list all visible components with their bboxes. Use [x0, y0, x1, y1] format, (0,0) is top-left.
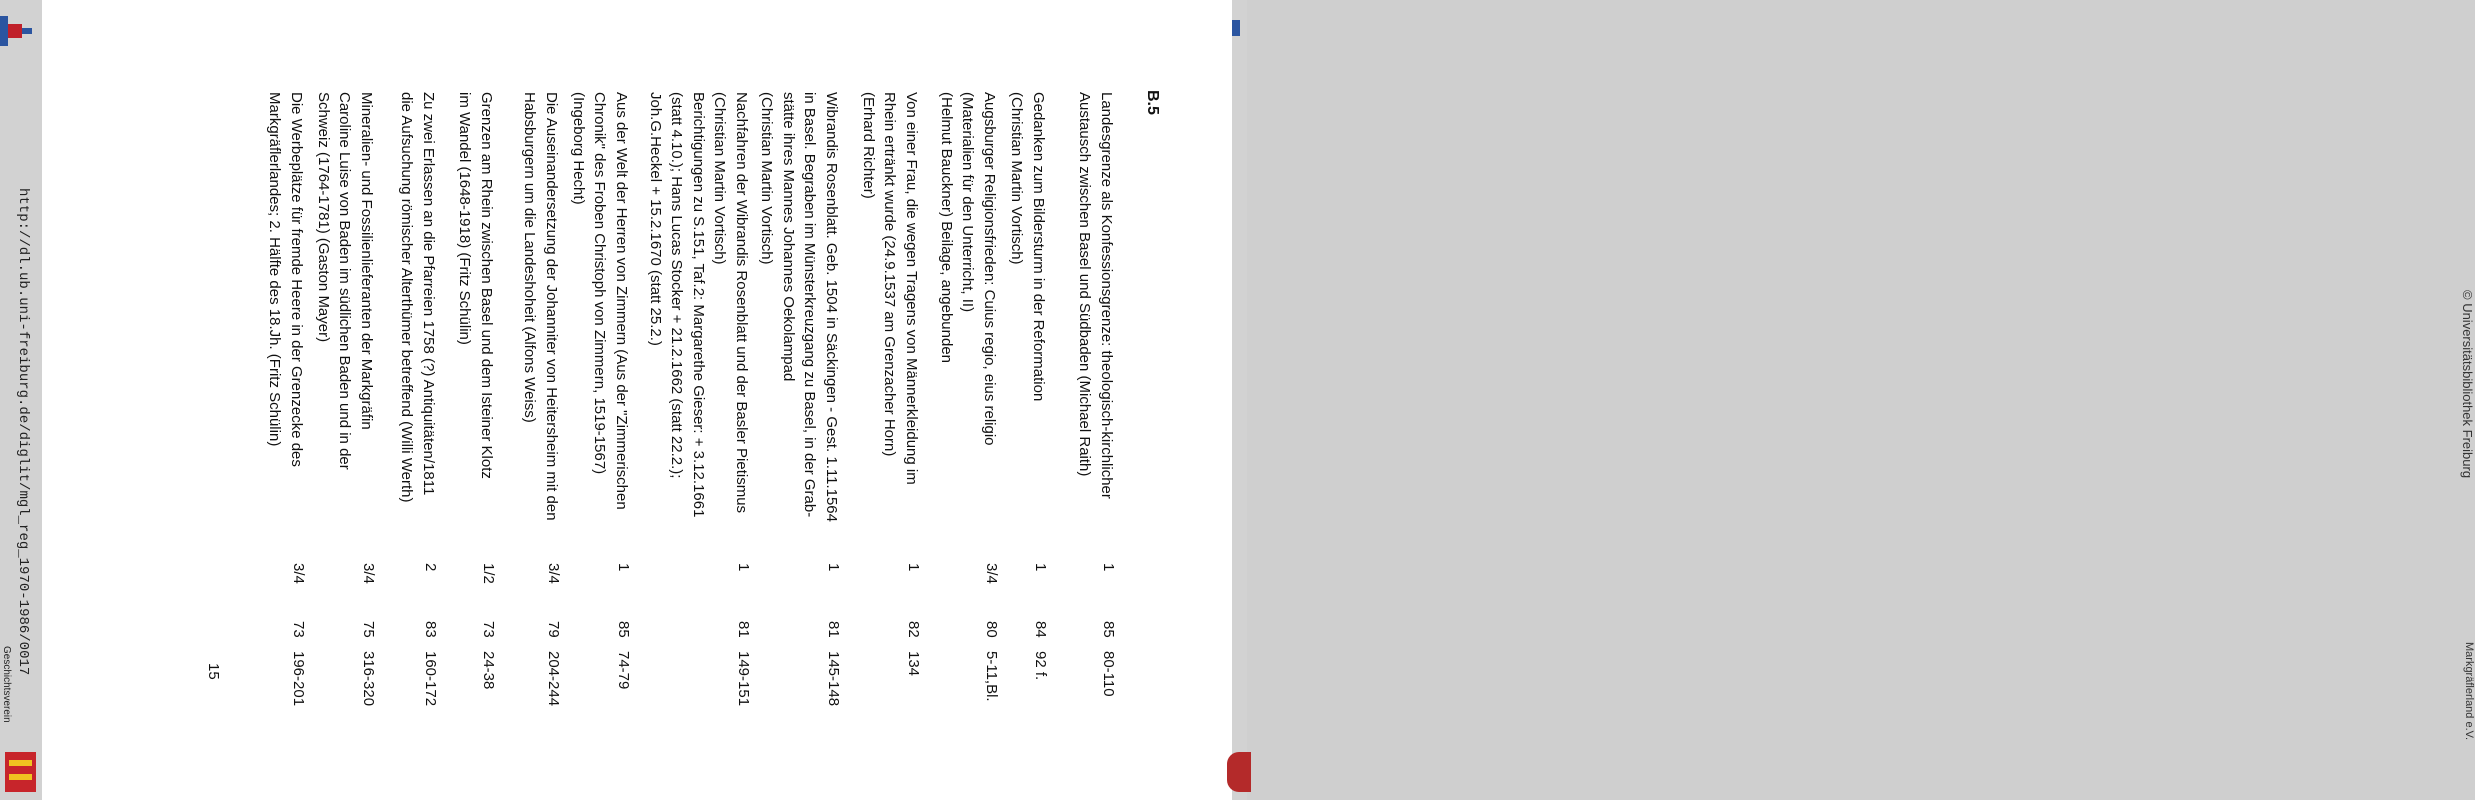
- copyright-label: © Universitätsbibliothek Freiburg: [2460, 290, 2475, 479]
- entry-pages: 134: [905, 651, 922, 677]
- entry-pages: 160-172: [422, 651, 439, 707]
- entry-year: 81: [825, 621, 842, 638]
- entry-title-line: (Christian Martin Vortisch): [711, 92, 729, 265]
- entry-year: 83: [422, 621, 439, 638]
- entry-year: 81: [735, 621, 752, 638]
- entry-title-line: (Helmut Bauckner) Beilage, angebunden: [938, 92, 955, 364]
- logo-icon-part: [8, 24, 22, 38]
- entry-year: 75: [360, 621, 377, 638]
- entry-title-line: Zu zwei Erlassen an die Pfarreien 1758 (?) Antiquitäten/1811: [420, 92, 437, 496]
- entry-title-line: im Wandel (1648-1918) (Fritz Schülin): [456, 92, 474, 345]
- section-header: B.5: [1144, 90, 1161, 115]
- entry-title-line: Die Auseinandersetzung der Johanniter von Heitersheim mit den: [543, 92, 560, 521]
- entry-pages: 74-79: [615, 651, 632, 690]
- entry-year: 80: [983, 621, 1000, 638]
- entry-pages: 92 f.: [1032, 651, 1049, 681]
- entry-title-line: stätte ihres Mannes Johannes Oekolampad: [780, 92, 797, 382]
- entry-title-line: Markgräflerlandes; 2. Hälfte des 18.Jh. (Fritz Schülin): [266, 92, 284, 447]
- entry-year: 85: [1100, 621, 1117, 638]
- entry-title-line: Die Werbeplätze für fremde Heere in der Grenzecke des: [288, 92, 305, 467]
- entry-title: [645, 92, 753, 517]
- entry-title: [568, 92, 633, 510]
- entry-title: [454, 92, 497, 479]
- entry-title-line: Von einer Frau, die wegen Tragens von Männerkleidung im: [903, 92, 920, 485]
- entry-title: [936, 92, 1001, 446]
- entry-pages: 204-244: [545, 651, 562, 707]
- entry-year: 73: [290, 621, 307, 638]
- entry-title-line: Rhein ertränkt wurde (24.9.1537 am Grenzacher Horn): [881, 92, 899, 457]
- entry-title-line: Austausch zwischen Basel und Südbaden (Michael Raith): [1076, 92, 1094, 477]
- entry-pages: 145-148: [825, 651, 842, 707]
- entry-title-line: (Ingeborg Hecht): [570, 92, 587, 205]
- entry-issue: 3/4: [360, 563, 377, 584]
- entry-title: [1006, 92, 1049, 401]
- entry-pages: 24-38: [480, 651, 497, 690]
- entry-title-line: (Christian Martin Vortisch): [1008, 92, 1026, 265]
- entry-title-line: Landesgrenze als Konfessionsgrenze: theologisch-kirchlicher: [1098, 92, 1115, 499]
- entry-title-line: (statt 4.10.); Hans Lucas Stocker + 21.2.1662 (statt 22.2.);: [668, 92, 686, 479]
- entry-title-line: Chronik" des Froben Christoph von Zimmern, 1519-1567): [591, 92, 609, 475]
- entry-title-line: Caroline Luise von Baden im südlichen Baden und in der: [336, 92, 354, 470]
- entry-pages: 196-201: [290, 651, 307, 707]
- side-label: Geschichtsverein: [1, 646, 12, 723]
- viewer-right-margin: [1232, 0, 2475, 800]
- entry-title: [396, 92, 439, 502]
- entry-title: [264, 92, 307, 467]
- entry-pages: 149-151: [735, 651, 752, 707]
- entry-issue: 3/4: [545, 563, 562, 584]
- crest-icon: [5, 752, 36, 792]
- entry-issue: 1/2: [480, 563, 497, 584]
- entry-year: 84: [1032, 621, 1049, 638]
- entry-title-line: in Basel. Begraben im Münsterkreuzgang zu Basel, in der Grab-: [801, 92, 819, 518]
- entry-title-line: (Materialien für den Unterricht, II): [959, 92, 977, 313]
- logo-icon-part: [22, 28, 32, 34]
- entry-title-line: (Christian Martin Vortisch): [758, 92, 776, 265]
- entry-pages: 316-320: [360, 651, 377, 707]
- entry-issue: 1: [735, 563, 752, 572]
- publisher-label: Markgräflerland e.V.: [2463, 642, 2475, 741]
- entry-pages: 5-11,Bl.: [983, 651, 1000, 702]
- entry-title-line: Augsburger Religionsfrieden: Cuius regio, eius religio: [981, 92, 998, 446]
- entry-title-line: Aus der Welt der Herren von Zimmern (Aus der "Zimmerischen: [613, 92, 630, 510]
- entry-title-line: Grenzen am Rhein zwischen Basel und dem Isteiner Klotz: [478, 92, 495, 479]
- entry-title-line: (Erhard Richter): [860, 92, 877, 199]
- page-number: 15: [205, 663, 222, 680]
- entry-title-line: die Aufsuchung römischer Alterthümer betreffend (Willi Werth): [398, 92, 416, 503]
- entry-title-line: Gedanken zum Bildersturm in der Reformation: [1030, 92, 1047, 402]
- logo-icon: [0, 16, 8, 46]
- entry-issue: 2: [422, 563, 439, 572]
- entry-year: 82: [905, 621, 922, 638]
- entry-pages: 80-110: [1100, 651, 1117, 697]
- entry-year: 73: [480, 621, 497, 638]
- entry-issue: 1: [1032, 563, 1049, 572]
- entry-title-line: Nachfahren der Wibrandis Rosenblatt und der Basler Pietismus: [733, 92, 750, 514]
- logo-icon: [1232, 20, 1240, 36]
- source-url[interactable]: http://dl.ub.uni-freiburg.de/diglit/mgl_reg_1970-1986/0017: [15, 188, 31, 676]
- entry-title: [519, 92, 562, 521]
- entry-issue: 3/4: [983, 563, 1000, 584]
- seal-icon: [1227, 752, 1251, 792]
- entry-issue: 1: [615, 563, 632, 572]
- entry-title: [313, 92, 378, 470]
- entry-year: 85: [615, 621, 632, 638]
- entry-issue: 1: [1100, 563, 1117, 572]
- entry-title-line: Mineralien- und Fossilienlieferanten der Markgräfin: [358, 92, 375, 430]
- entry-issue: 1: [825, 563, 842, 572]
- entry-title: [1074, 92, 1117, 499]
- entry-title-line: Habsburgern um die Landeshoheit (Alfons Weiss): [521, 92, 539, 423]
- document-page: [42, 0, 1232, 800]
- entry-issue: 1: [905, 563, 922, 572]
- entry-title: [858, 92, 923, 485]
- entry-year: 79: [545, 621, 562, 638]
- entry-title: [756, 92, 842, 522]
- entry-title-line: Berichtigungen zu S.151, Taf.2: Margarethe Gieser: + 3.12.1661: [690, 92, 707, 518]
- entry-title-line: Wibrandis Rosenblatt. Geb. 1504 in Säckingen - Gest. 1.11.1564: [823, 92, 840, 522]
- viewer-left-margin: [0, 0, 42, 800]
- entry-issue: 3/4: [290, 563, 307, 584]
- entry-title-line: Joh.G.Heckel + 15.2.1670 (statt 25.2.): [647, 92, 664, 346]
- entry-title-line: Schweiz (1764-1781) (Gaston Mayer): [315, 92, 332, 343]
